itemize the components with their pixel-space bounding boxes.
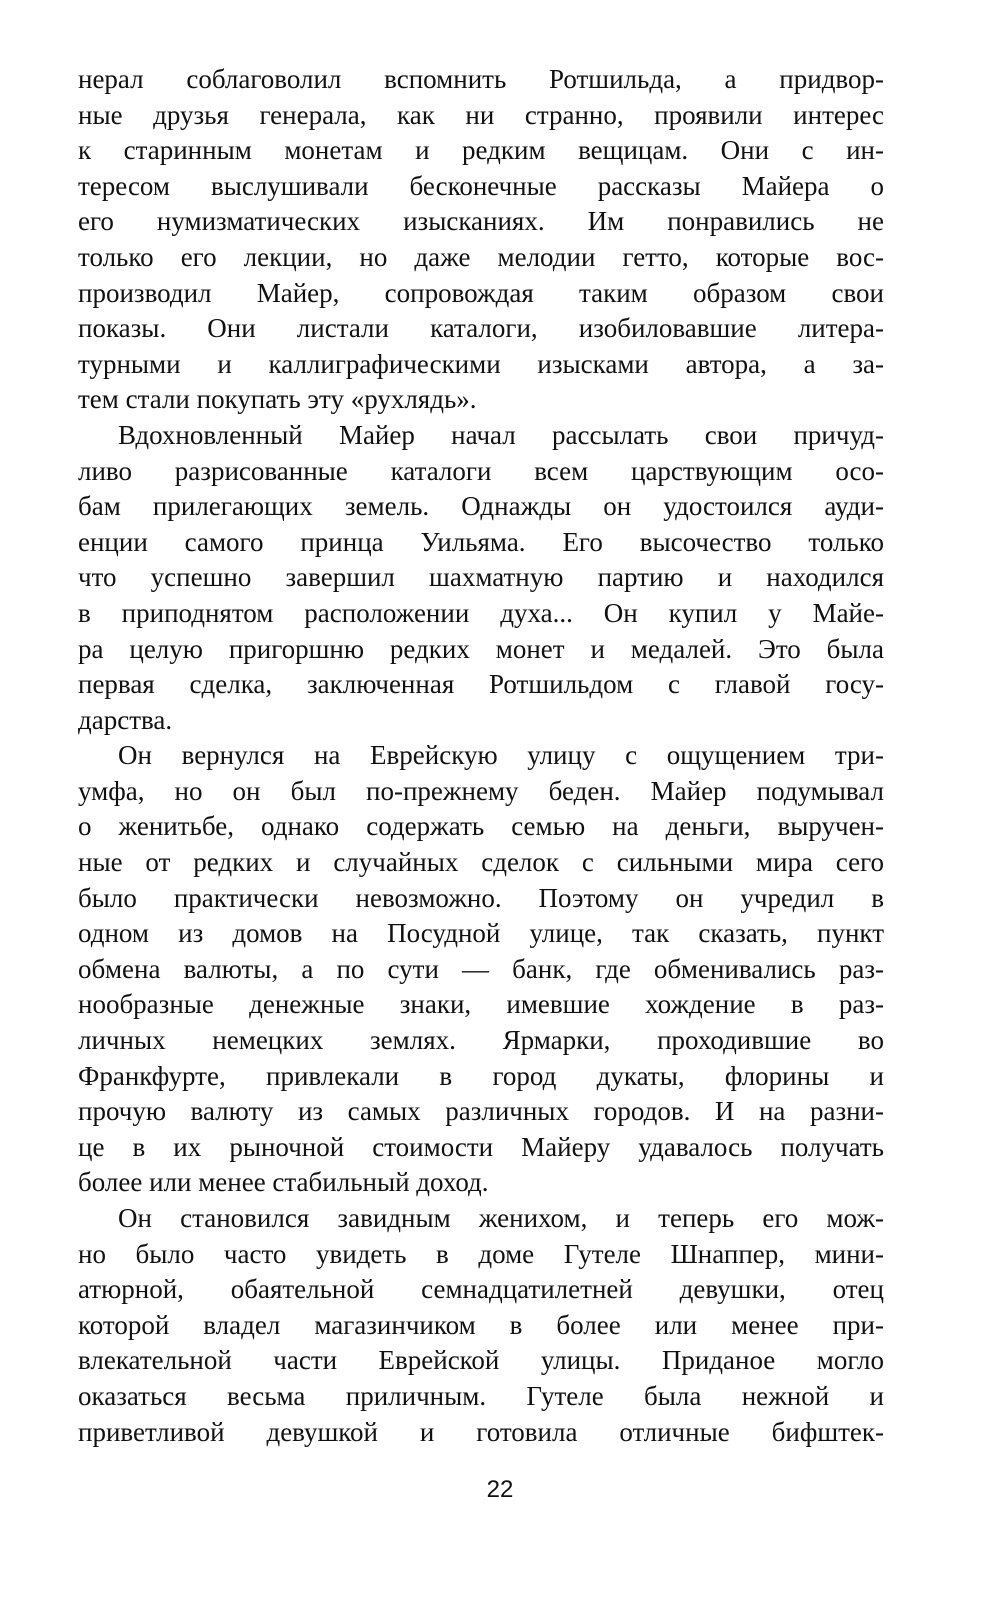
text-line: которой владел магазинчиком в более или менее при- [78, 1309, 884, 1340]
text-line: ливо разрисованные каталоги всем царствующим осо- [78, 455, 884, 486]
text-line: показы. Они листали каталоги, изобиловавшие литера- [78, 313, 884, 344]
text-line: енции самого принца Уильяма. Его высочество только [78, 526, 884, 557]
text-line: его нумизматических изысканиях. Им понравились не [78, 206, 884, 237]
text-line: тем стали покупать эту «рухлядь». [78, 384, 477, 415]
text-line: турными и каллиграфическими изысками автора, а за- [78, 348, 884, 379]
text-line: одном из домов на Посудной улице, так сказать, пункт [78, 918, 884, 949]
text-line: было практически невозможно. Поэтому он учредил в [78, 882, 884, 913]
text-line: к старинным монетам и редким вещицам. Они с ин- [78, 135, 884, 166]
text-line: бам прилегающих земель. Однажды он удостоился ауди- [78, 491, 884, 522]
text-line: це в их рыночной стоимости Майеру удавалось получать [78, 1131, 884, 1162]
paragraph-1 [78, 62, 884, 418]
text-line: Он вернулся на Еврейскую улицу с ощущением три- [118, 740, 884, 771]
text-line: атюрной, обаятельной семнадцатилетней девушки, отец [78, 1274, 884, 1305]
book-page [78, 62, 884, 1450]
text-line: ра целую пригоршню редких монет и медалей. Это была [78, 633, 884, 664]
text-line: но было часто увидеть в доме Гутеле Шнаппер, мини- [78, 1238, 884, 1269]
paragraph-3 [78, 738, 884, 1201]
text-line: ные друзья генерала, как ни странно, проявили интерес [78, 99, 884, 130]
text-line: что успешно завершил шахматную партию и находился [78, 562, 884, 593]
text-line: первая сделка, заключенная Ротшильдом с главой госу- [78, 669, 884, 700]
text-line: о женитьбе, однако содержать семью на деньги, выручен- [78, 811, 884, 842]
text-line: более или менее стабильный доход. [78, 1167, 489, 1198]
text-line: приветливой девушкой и готовила отличные бифштек- [78, 1416, 884, 1447]
text-line: ные от редких и случайных сделок с сильными мира сего [78, 847, 884, 878]
text-line: Он становился завидным женихом, и теперь его мож- [118, 1203, 884, 1233]
text-line: дарства. [78, 704, 173, 735]
text-line: нерал соблаговолил вспомнить Ротшильда, а придвор- [78, 64, 884, 94]
text-line: в приподнятом расположении духа... Он купил у Майе- [78, 597, 884, 628]
paragraph-4 [78, 1201, 884, 1450]
paragraph-2 [78, 418, 884, 738]
text-line: Вдохновленный Майер начал рассылать свои причуд- [118, 419, 884, 450]
text-line: прочую валюту из самых различных городов. И на разни- [78, 1096, 884, 1127]
text-line: обмена валюты, а по сути — банк, где обменивались раз- [78, 953, 884, 984]
text-line: Франкфурте, привлекали в город дукаты, флорины и [78, 1060, 884, 1091]
page-number: 22 [486, 1476, 514, 1503]
text-line: оказаться весьма приличным. Гутеле была нежной и [78, 1380, 884, 1411]
text-line: тересом выслушивали бесконечные рассказы Майера о [78, 170, 884, 201]
text-line: только его лекции, но даже мелодии гетто, которые вос- [78, 241, 884, 272]
text-line: личных немецких землях. Ярмарки, проходившие во [78, 1025, 884, 1056]
text-line: нообразные денежные знаки, имевшие хождение в раз- [78, 989, 884, 1020]
text-line: влекательной части Еврейской улицы. Приданое могло [78, 1345, 884, 1376]
text-line: производил Майер, сопровождая таким образом свои [78, 277, 884, 308]
text-line: умфа, но он был по-прежнему беден. Майер подумывал [78, 775, 884, 806]
